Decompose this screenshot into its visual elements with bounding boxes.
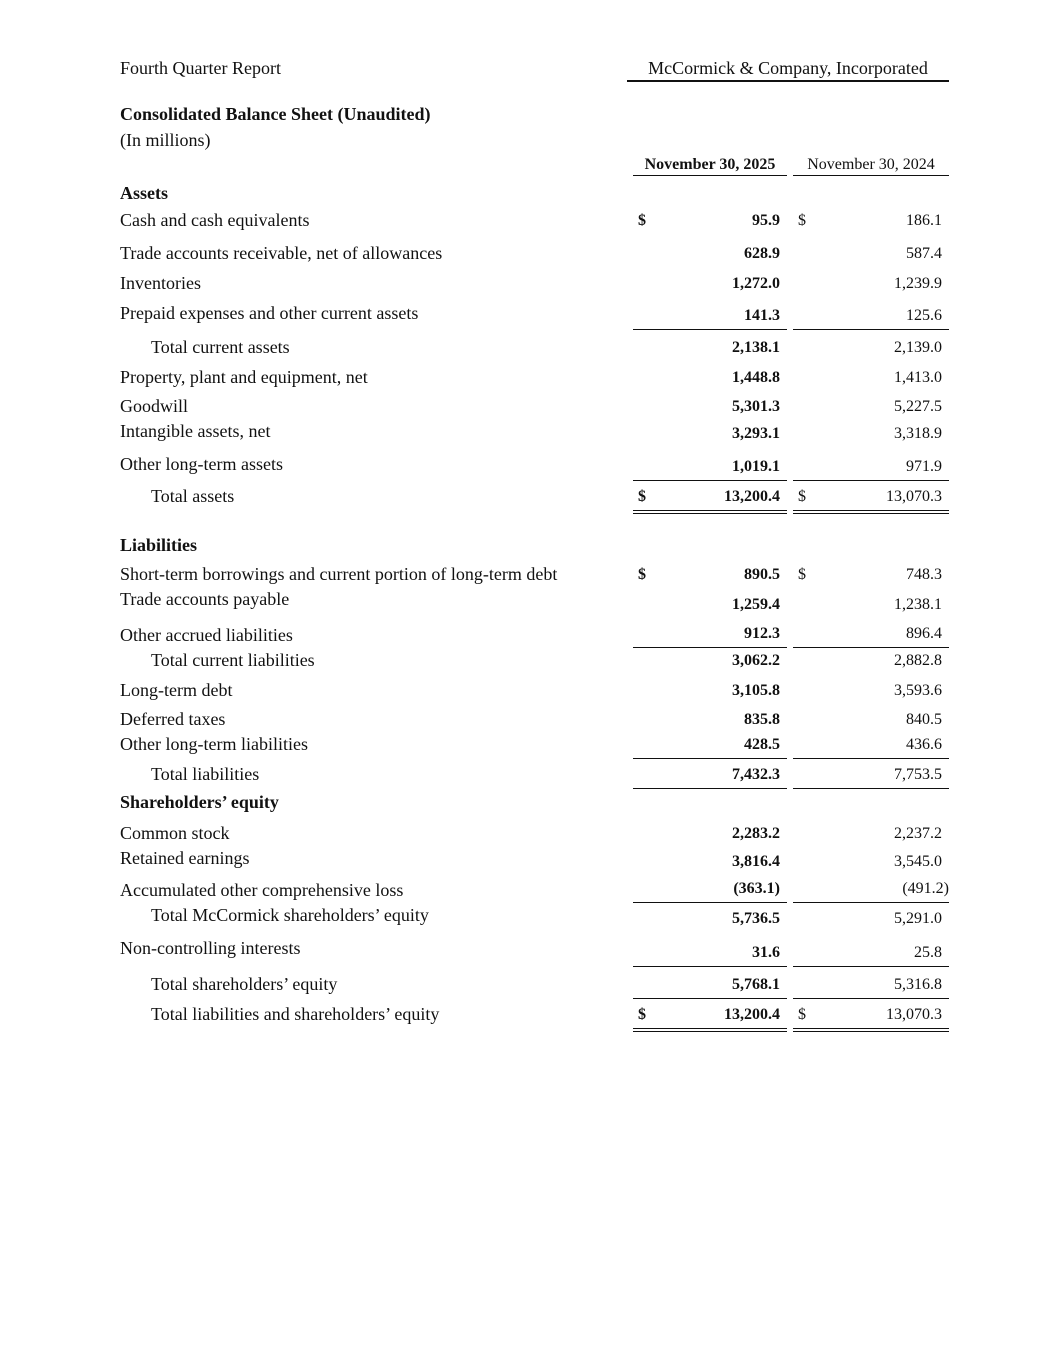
value-2025: 3,062.2 <box>732 652 780 669</box>
value-2024: 587.4 <box>906 245 942 262</box>
report-header-left: Fourth Quarter Report <box>120 58 281 78</box>
table-row <box>0 303 1055 327</box>
table-row <box>0 823 1055 847</box>
value-2025: 95.9 <box>752 212 780 229</box>
value-2024: 5,291.0 <box>894 910 942 927</box>
table-row <box>0 243 1055 267</box>
table-row <box>0 589 1055 613</box>
row-label: Retained earnings <box>120 848 250 868</box>
value-2024: 186.1 <box>906 212 942 229</box>
table-row <box>0 396 1055 420</box>
row-label: Total liabilities <box>151 764 260 784</box>
currency-symbol: $ <box>638 1006 646 1023</box>
value-2024: 748.3 <box>906 566 942 583</box>
value-2025: 1,448.8 <box>732 369 780 386</box>
table-row <box>0 454 1055 478</box>
section-heading <box>0 792 1055 816</box>
table-row <box>0 421 1055 445</box>
value-2024: 2,237.2 <box>894 825 942 842</box>
value-2025: (363.1) <box>733 880 780 897</box>
row-label: Inventories <box>120 273 201 293</box>
value-2024: 13,070.3 <box>886 488 942 505</box>
value-2024: 2,139.0 <box>894 339 942 356</box>
value-2024: 971.9 <box>906 458 942 475</box>
value-2025: 835.8 <box>744 711 780 728</box>
row-label: Common stock <box>120 823 230 843</box>
row-label: Total current liabilities <box>151 650 315 670</box>
row-label: Prepaid expenses and other current assets <box>120 303 419 323</box>
table-row <box>0 486 1055 510</box>
assets-heading: Assets <box>120 183 168 203</box>
value-2025: 5,768.1 <box>732 976 780 993</box>
value-2025: 3,293.1 <box>732 425 780 442</box>
row-label: Cash and cash equivalents <box>120 210 310 230</box>
table-row <box>0 734 1055 758</box>
value-2025: 890.5 <box>744 566 780 583</box>
value-2025: 628.9 <box>744 245 780 262</box>
row-label: Goodwill <box>120 396 189 416</box>
row-label: Total shareholders’ equity <box>151 974 338 994</box>
table-row <box>0 764 1055 788</box>
value-2025: 31.6 <box>752 944 780 961</box>
row-label: Total assets <box>151 486 235 506</box>
row-label: Accumulated other comprehensive loss <box>120 880 404 900</box>
section-heading <box>0 535 1055 559</box>
units-note: (In millions) <box>120 130 211 150</box>
table-row <box>0 974 1055 998</box>
value-2025: 141.3 <box>744 307 780 324</box>
value-2024: 3,318.9 <box>894 425 942 442</box>
value-2025: 428.5 <box>744 736 780 753</box>
row-label: Non-controlling interests <box>120 938 301 958</box>
value-2024: 1,413.0 <box>894 369 942 386</box>
value-2024: 436.6 <box>906 736 942 753</box>
value-2024: 1,239.9 <box>894 275 942 292</box>
row-label: Other long-term liabilities <box>120 734 308 754</box>
value-2025: 1,272.0 <box>732 275 780 292</box>
currency-symbol: $ <box>798 1006 806 1023</box>
value-2025: 13,200.4 <box>724 1006 780 1023</box>
row-label: Long-term debt <box>120 680 233 700</box>
value-2024: 5,316.8 <box>894 976 942 993</box>
page-title: Consolidated Balance Sheet (Unaudited) <box>120 104 431 124</box>
currency-symbol: $ <box>638 212 646 229</box>
equity-heading: Shareholders’ equity <box>120 792 279 812</box>
table-row <box>0 210 1055 234</box>
column-header-2024: November 30, 2024 <box>793 156 949 176</box>
liabilities-heading: Liabilities <box>120 535 198 555</box>
table-row <box>0 938 1055 962</box>
currency-symbol: $ <box>798 212 806 229</box>
value-2024: 7,753.5 <box>894 766 942 783</box>
company-name: McCormick & Company, Incorporated <box>627 58 949 82</box>
table-row <box>0 848 1055 872</box>
table-row <box>0 367 1055 391</box>
row-label: Short-term borrowings and current portion of long-term debt <box>120 564 558 584</box>
value-2024: 896.4 <box>906 625 942 642</box>
row-label: Trade accounts receivable, net of allowances <box>120 243 443 263</box>
currency-symbol: $ <box>798 566 806 583</box>
value-2025: 1,019.1 <box>732 458 780 475</box>
value-2024: 840.5 <box>906 711 942 728</box>
table-row <box>0 680 1055 704</box>
value-2025: 2,283.2 <box>732 825 780 842</box>
value-2024: 25.8 <box>914 944 942 961</box>
row-label: Total liabilities and shareholders’ equity <box>151 1004 440 1024</box>
table-row <box>0 625 1055 649</box>
value-2025: 7,432.3 <box>732 766 780 783</box>
table-row <box>0 709 1055 733</box>
currency-symbol: $ <box>638 566 646 583</box>
column-header-2025: November 30, 2025 <box>633 156 787 176</box>
row-label: Property, plant and equipment, net <box>120 367 368 387</box>
table-row <box>0 337 1055 361</box>
table-row <box>0 650 1055 674</box>
value-2024: (491.2) <box>902 880 949 897</box>
table-row <box>0 564 1055 588</box>
table-row <box>0 880 1055 904</box>
value-2024: 1,238.1 <box>894 596 942 613</box>
value-2024: 3,545.0 <box>894 853 942 870</box>
value-2025: 912.3 <box>744 625 780 642</box>
row-label: Other accrued liabilities <box>120 625 293 645</box>
row-label: Other long-term assets <box>120 454 283 474</box>
value-2025: 2,138.1 <box>732 339 780 356</box>
value-2024: 2,882.8 <box>894 652 942 669</box>
row-label: Deferred taxes <box>120 709 226 729</box>
value-2025: 1,259.4 <box>732 596 780 613</box>
value-2024: 125.6 <box>906 307 942 324</box>
row-label: Total McCormick shareholders’ equity <box>151 905 429 925</box>
table-row <box>0 273 1055 297</box>
row-label: Intangible assets, net <box>120 421 271 441</box>
value-2025: 5,301.3 <box>732 398 780 415</box>
value-2024: 5,227.5 <box>894 398 942 415</box>
value-2025: 3,816.4 <box>732 853 780 870</box>
row-label: Trade accounts payable <box>120 589 290 609</box>
value-2025: 13,200.4 <box>724 488 780 505</box>
section-heading <box>0 183 1055 207</box>
value-2024: 13,070.3 <box>886 1006 942 1023</box>
value-2025: 3,105.8 <box>732 682 780 699</box>
currency-symbol: $ <box>638 488 646 505</box>
currency-symbol: $ <box>798 488 806 505</box>
row-label: Total current assets <box>151 337 290 357</box>
table-row <box>0 1004 1055 1028</box>
value-2025: 5,736.5 <box>732 910 780 927</box>
value-2024: 3,593.6 <box>894 682 942 699</box>
table-row <box>0 905 1055 929</box>
